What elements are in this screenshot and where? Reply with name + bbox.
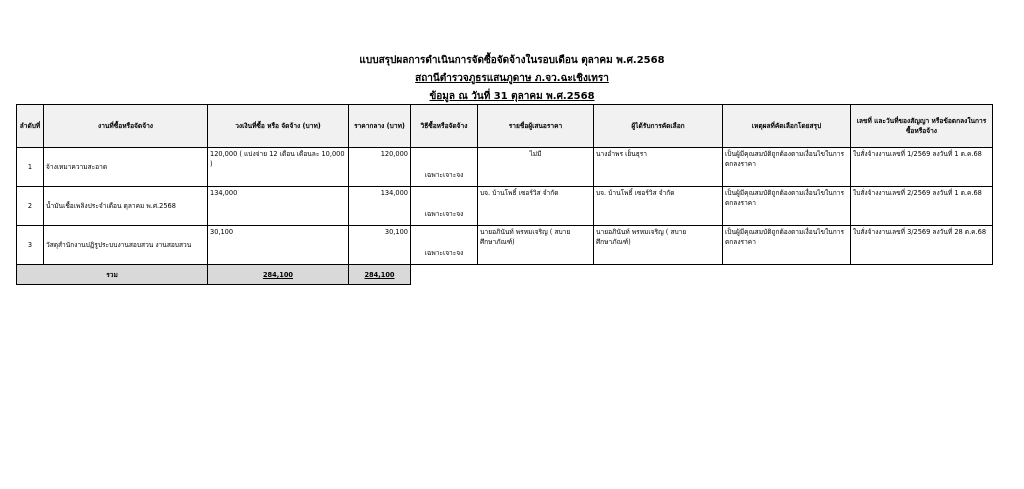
row-reason: เป็นผู้มีคุณสมบัติถูกต้องตามเงื่อนไขในการตกลงราคา bbox=[723, 148, 851, 187]
header-median-price: ราคากลาง (บาท) bbox=[349, 105, 411, 148]
row-selected: นางอำพร เย็นธุรา bbox=[594, 148, 723, 187]
row-method: เฉพาะเจาะจง bbox=[411, 187, 478, 226]
report-titles bbox=[0, 52, 1024, 106]
row-selected: นายอภินันท์ พรหมเจริญ ( สบายศึกษาภัณฑ์) bbox=[594, 226, 723, 265]
total-median-price bbox=[349, 265, 411, 285]
report-title: แบบสรุปผลการดำเนินการจัดซื้อจัดจ้างในรอบเดือน ตุลาคม พ.ศ.2568 bbox=[359, 55, 665, 66]
table-row bbox=[17, 187, 993, 226]
row-method: เฉพาะเจาะจง bbox=[411, 148, 478, 187]
row-bidders: บจ. บ้านโพธิ์ เซอร์วิส จำกัด bbox=[478, 187, 594, 226]
header-bidders: รายชื่อผู้เสนอราคา bbox=[478, 105, 594, 148]
table-row bbox=[17, 226, 993, 265]
total-row bbox=[17, 265, 993, 285]
row-contract: ใบสั่งจ้างงานเลขที่ 1/2569 ลงวันที่ 1 ต.ค.68 bbox=[851, 148, 993, 187]
procurement-table bbox=[16, 104, 993, 285]
data-date: ข้อมูล ณ วันที่ 31 ตุลาคม พ.ศ.2568 bbox=[429, 91, 595, 102]
row-work: จ้างเหมาความสะอาด bbox=[44, 148, 208, 187]
row-median-price: 120,000 bbox=[349, 148, 411, 187]
row-bidders: นายอภินันท์ พรหมเจริญ ( สบายศึกษาภัณฑ์) bbox=[478, 226, 594, 265]
row-budget: 120,000 ( แบ่งจ่าย 12 เดือน เดือนละ 10,000 ) bbox=[208, 148, 349, 187]
row-work: น้ำมันเชื้อเพลิงประจำเดือน ตุลาคม พ.ศ.2568 bbox=[44, 187, 208, 226]
station-name: สถานีตำรวจภูธรแสนภูดาษ ภ.จว.ฉะเชิงเทรา bbox=[415, 73, 609, 84]
header-contract: เลขที่ และวันที่ของสัญญา หรือข้อตกลงในการซื้อหรือจ้าง bbox=[851, 105, 993, 148]
row-no: 3 bbox=[17, 226, 44, 265]
table-row bbox=[17, 148, 993, 187]
total-blank bbox=[411, 265, 993, 285]
table-header-row bbox=[17, 105, 993, 148]
row-selected: บจ. บ้านโพธิ์ เซอร์วิส จำกัด bbox=[594, 187, 723, 226]
header-work: งานที่ซื้อหรือจัดจ้าง bbox=[44, 105, 208, 148]
header-selected: ผู้ได้รับการคัดเลือก bbox=[594, 105, 723, 148]
total-budget bbox=[208, 265, 349, 285]
header-no: ลำดับที่ bbox=[17, 105, 44, 148]
row-median-price: 30,100 bbox=[349, 226, 411, 265]
row-reason: เป็นผู้มีคุณสมบัติถูกต้องตามเงื่อนไขในการตกลงราคา bbox=[723, 226, 851, 265]
total-budget-value: 284,100 bbox=[262, 270, 294, 279]
row-method: เฉพาะเจาะจง bbox=[411, 226, 478, 265]
header-budget: วงเงินที่ซื้อ หรือ จัดจ้าง (บาท) bbox=[208, 105, 349, 148]
row-contract: ใบสั่งจ้างงานเลขที่ 3/2569 ลงวันที่ 28 ต.ค.68 bbox=[851, 226, 993, 265]
header-reason: เหตุผลที่คัดเลือกโดยสรุป bbox=[723, 105, 851, 148]
row-contract: ใบสั่งจ้างงานเลขที่ 2/2569 ลงวันที่ 1 ต.ค.68 bbox=[851, 187, 993, 226]
row-bidders: ไม่มี bbox=[478, 148, 594, 187]
row-no: 1 bbox=[17, 148, 44, 187]
header-method: วิธีซื้อหรือจัดจ้าง bbox=[411, 105, 478, 148]
row-work: วัสดุสำนักงานปฏิรูประบบงานสอบสวน งานสอบสวน bbox=[44, 226, 208, 265]
row-budget: 30,100 bbox=[208, 226, 349, 265]
row-no: 2 bbox=[17, 187, 44, 226]
total-label: รวม bbox=[17, 265, 208, 285]
row-budget: 134,000 bbox=[208, 187, 349, 226]
row-median-price: 134,000 bbox=[349, 187, 411, 226]
total-median-value: 284,100 bbox=[364, 270, 395, 279]
row-reason: เป็นผู้มีคุณสมบัติถูกต้องตามเงื่อนไขในการตกลงราคา bbox=[723, 187, 851, 226]
